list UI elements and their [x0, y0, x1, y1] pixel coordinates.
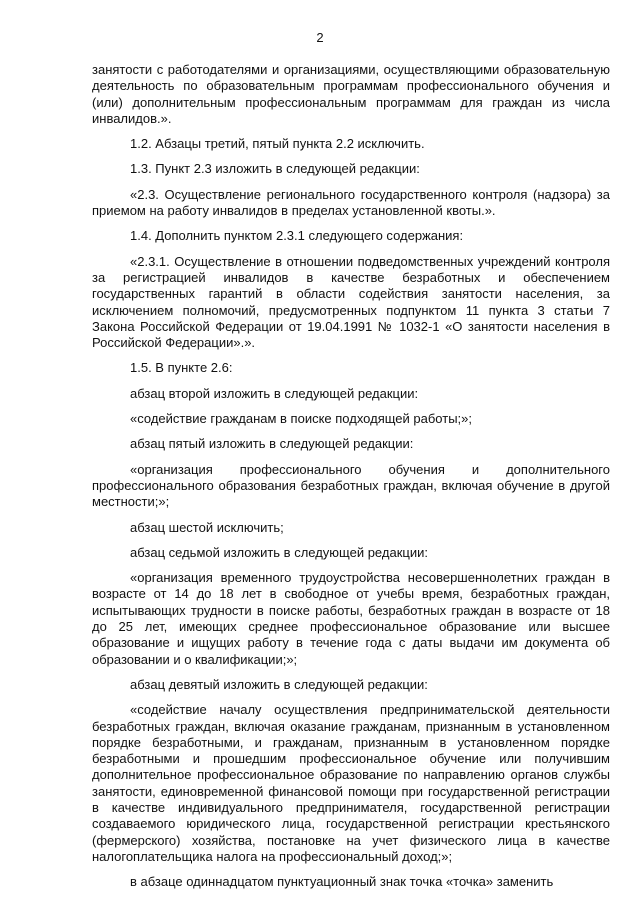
- paragraph-quote-2-3: «2.3. Осуществление регионального государственного контроля (надзора) за приемом на работу инвалидов в пределах установленной квоты.».: [92, 186, 610, 219]
- document-body: [92, 62, 610, 890]
- paragraph-eleventh-abzac: в абзаце одиннадцатом пунктуационный знак точка «точка» заменить: [130, 874, 554, 890]
- paragraph-seventh-abzac: абзац седьмой изложить в следующей редакции:: [130, 544, 428, 560]
- page-number: 2: [316, 30, 324, 45]
- paragraph-sixth-abzac: абзац шестой исключить;: [130, 519, 284, 535]
- paragraph-second-abzac: абзац второй изложить в следующей редакции:: [130, 385, 419, 401]
- paragraph-fifth-abzac: абзац пятый изложить в следующей редакции:: [130, 436, 414, 452]
- paragraph-item-1-4: 1.4. Дополнить пунктом 2.3.1 следующего содержания:: [130, 228, 464, 244]
- paragraph-item-1-3: 1.3. Пункт 2.3 изложить в следующей редакции:: [130, 161, 420, 177]
- paragraph-item-1-2: 1.2. Абзацы третий, пятый пункта 2.2 исключить.: [130, 136, 425, 152]
- paragraph-quote-ninth: «содействие началу осуществления предпринимательской деятельности безработных граждан, включая оказание гражданам, признанным в установленном порядке безработными, и гражданам, признанным в установленном порядке безработными и прошедшим профессиональное обучение или получившим дополнительное профессиональное образование по направлению органов службы занятости, единовременной финансовой помощи при государственной регистрации в качестве индивидуального предпринимателя, государственной регистрации создаваемого юридического лица, государственной регистрации крестьянского (фермерского) хозяйства, постановке на учет физического лица в качестве налогоплательщика налога на профессиональный доход;»;: [92, 702, 610, 864]
- paragraph-quote-2-3-1: «2.3.1. Осуществление в отношении подведомственных учреждений контроля за регистрацией инвалидов в качестве безработных и обеспечением государственных гарантий в области содействия занятости населения, за исключением полномочий, предусмотренных подпунктом 11 пункта 3 статьи 7 Закона Российской Федерации от 19.04.1991 № 1032-1 «О занятости населения в Российской Федерации».».: [92, 253, 610, 351]
- paragraph-continuation: занятости с работодателями и организациями, осуществляющими образовательную деятельность по образовательным программам профессионального обучения и (или) дополнительным профессиональным программам для граждан из числа инвалидов.».: [92, 62, 610, 126]
- paragraph-quote-seventh: «организация временного трудоустройства несовершеннолетних граждан в возрасте от 14 до 18 лет в свободное от учебы время, безработных граждан, испытывающих трудности в поиске работы, безработных граждан в возрасте от 18 до 25 лет, имеющих среднее профессиональное образование или высшее образование и ищущих работу в течение года с даты выдачи им документа об образовании и о квалификации;»;: [92, 570, 610, 667]
- paragraph-ninth-abzac: абзац девятый изложить в следующей редакции:: [130, 676, 428, 692]
- paragraph-quote-fifth: «организация профессионального обучения и дополнительного профессионального образования безработных граждан, включая обучение в другой местности;»;: [92, 461, 610, 510]
- paragraph-quote-second: «содействие гражданам в поиске подходящей работы;»;: [130, 411, 473, 427]
- paragraph-item-1-5: 1.5. В пункте 2.6:: [130, 360, 233, 376]
